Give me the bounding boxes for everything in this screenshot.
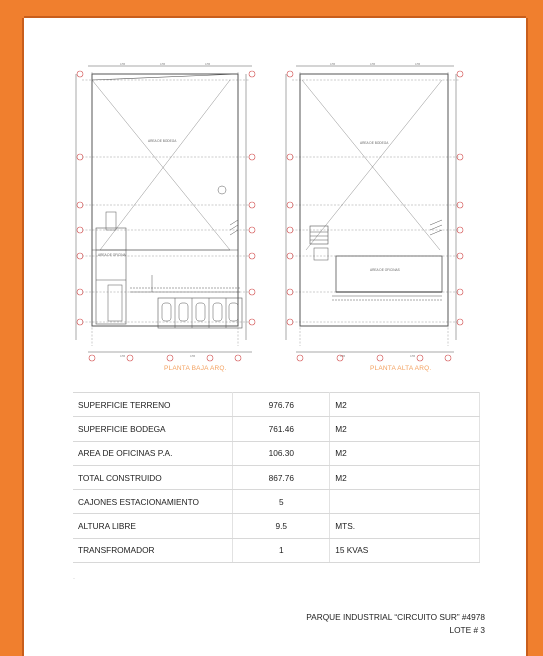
plan-label-ground-floor: PLANTA BAJA ARQ. bbox=[164, 365, 227, 372]
orange-frame-right bbox=[526, 0, 543, 656]
svg-text:4.55: 4.55 bbox=[190, 355, 196, 358]
table-row bbox=[73, 441, 480, 465]
row-value: 9.5 bbox=[233, 514, 330, 538]
row-label: TOTAL CONSTRUIDO bbox=[73, 465, 233, 489]
row-label: ALTURA LIBRE bbox=[73, 514, 233, 538]
row-unit: M2 bbox=[330, 441, 480, 465]
row-value: 5 bbox=[233, 490, 330, 514]
row-label: SUPERFICIE BODEGA bbox=[73, 417, 233, 441]
row-value: 976.76 bbox=[233, 393, 330, 417]
row-value: 1 bbox=[233, 538, 330, 562]
orange-frame-left bbox=[0, 0, 24, 656]
table-row bbox=[73, 538, 480, 562]
room-label-oficina-a: AREA DE OFICINA bbox=[98, 253, 126, 257]
plan-upper-floor bbox=[286, 66, 460, 352]
svg-text:4.55: 4.55 bbox=[415, 63, 421, 66]
plan-ground-floor bbox=[76, 66, 252, 352]
table-row bbox=[73, 417, 480, 441]
svg-text:4.55: 4.55 bbox=[205, 63, 211, 66]
floor-plans-drawing bbox=[70, 60, 470, 378]
svg-text:4.55: 4.55 bbox=[120, 355, 126, 358]
table-row bbox=[73, 490, 480, 514]
lot-number: LOTE # 3 bbox=[449, 625, 485, 635]
svg-text:4.55: 4.55 bbox=[330, 63, 336, 66]
row-unit: MTS. bbox=[330, 514, 480, 538]
row-unit: M2 bbox=[330, 465, 480, 489]
frame-top-shadow bbox=[24, 16, 526, 18]
row-label: TRANSFROMADOR bbox=[73, 538, 233, 562]
row-label: AREA DE OFICINAS P.A. bbox=[73, 441, 233, 465]
row-value: 867.76 bbox=[233, 465, 330, 489]
project-footer bbox=[306, 611, 485, 637]
row-value: 106.30 bbox=[233, 441, 330, 465]
svg-text:4.55: 4.55 bbox=[340, 355, 346, 358]
frame-left-shadow bbox=[22, 18, 24, 656]
stray-mark: · bbox=[73, 576, 75, 582]
room-label-bodega-a: AREA DE BODEGA bbox=[148, 139, 177, 143]
table-row bbox=[73, 465, 480, 489]
plan-label-upper-floor: PLANTA ALTA ARQ. bbox=[370, 365, 432, 372]
svg-text:4.55: 4.55 bbox=[410, 355, 416, 358]
svg-text:4.55: 4.55 bbox=[160, 63, 166, 66]
row-label: CAJONES ESTACIONAMIENTO bbox=[73, 490, 233, 514]
room-label-oficina-b: AREA DE OFICINAS bbox=[370, 268, 400, 272]
row-unit: M2 bbox=[330, 417, 480, 441]
svg-text:4.55: 4.55 bbox=[370, 63, 376, 66]
row-label: SUPERFICIE TERRENO bbox=[73, 393, 233, 417]
room-label-bodega-b: AREA DE BODEGA bbox=[360, 141, 389, 145]
row-unit: M2 bbox=[330, 393, 480, 417]
table-row bbox=[73, 514, 480, 538]
project-name: PARQUE INDUSTRIAL “CIRCUITO SUR” #4978 bbox=[306, 612, 485, 622]
table-row bbox=[73, 393, 480, 417]
frame-right-shadow bbox=[526, 18, 528, 656]
row-unit: 15 KVAS bbox=[330, 538, 480, 562]
svg-text:4.55: 4.55 bbox=[120, 63, 126, 66]
specs-table bbox=[73, 392, 480, 563]
row-value: 761.46 bbox=[233, 417, 330, 441]
row-unit bbox=[330, 490, 480, 514]
